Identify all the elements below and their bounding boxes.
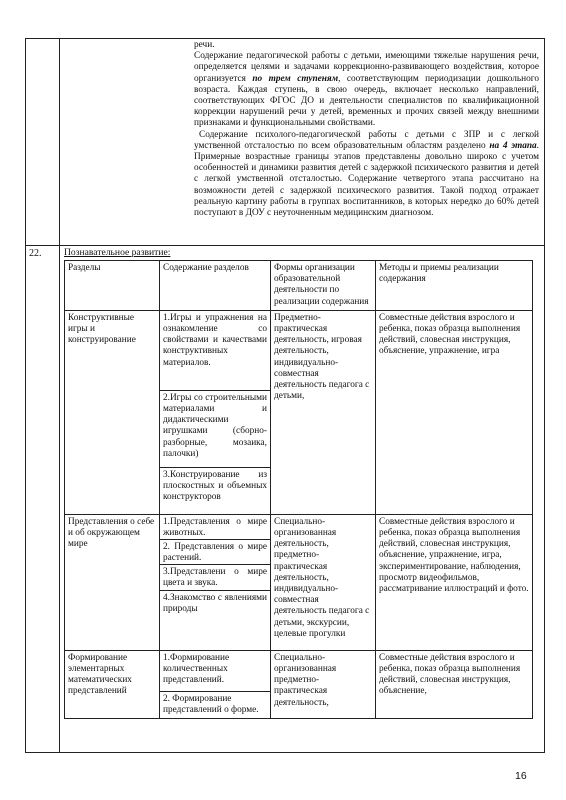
section-cell: Конструктивные игры и конструирование (65, 310, 160, 514)
row-number: 22. (26, 246, 60, 753)
inner-table (64, 260, 533, 719)
paragraph-speech-therapy: Содержание педагогической работы с детьми, имеющими тяжелые нарушения речи, определяется целями и задачами коррекционно-развивающего воздействия, которое организуется по трем ступеням, соответствующим периодизации дошкольного возраста. Каждая ступень, в свою очередь, включает несколько направлений, соответствующих ФГОС ДО и деятельности специалистов по квалификационной коррекции нарушений речи у детей, временных и прочих связей между внешними признаками и функциональными свойствами. (194, 51, 539, 129)
section-title: Познавательное развитие: (64, 247, 171, 258)
paragraph-zpr: Содержание психолого-педагогической работы с детьми с ЗПР и с легкой умственной отсталостью по всем образовательным областям разделено на 4 этапа. Примерные возрастные границы этапов представлены довольно широко с учетом особенностей и динамики развития детей с задержкой психического развития и детей с легкой умственной отсталостью. Содержание четвертого этапа рассчитано на возможности детей с задержкой психического развития. Такой подход отражает реальную картину работы в группах воспитанников, в которых нередко до 60% детей поступают в ДОУ с неуточненным медицинским диагнозом. (194, 129, 539, 219)
content-item: 1.Формирование количественных представлений. (160, 651, 270, 692)
content-item: 2. Формирование представлений о форме. (163, 693, 259, 716)
header-cell: Разделы (65, 261, 160, 311)
content-item: 3.Представлени о мире цвета и звука. (160, 565, 270, 591)
content-cell (60, 246, 545, 753)
section-cell: Формирование элементарных математических представлений (65, 650, 160, 718)
content-item: 1.Игры и упражнения на ознакомление со свойствами и качествами конструктивных материалов. (160, 311, 270, 391)
table-row (26, 39, 545, 246)
header-row (65, 261, 533, 311)
content-item: 2.Игры со строительными материалами и дидактическими игрушками (сборно-разборные, мозаика, палочки) (160, 391, 270, 468)
table-row (26, 246, 545, 753)
table-row (65, 310, 533, 514)
table-row (65, 650, 533, 718)
section-cell: Представления о себе и об окружающем мире (65, 514, 160, 650)
forms-cell: Специально-организованная деятельность, предметно-практическая деятельность, индивидуально-совместная деятельность педагога с детьми, экскурсии, целевые прогулки (271, 514, 376, 650)
forms-cell: Предметно-практическая деятельность, игровая деятельность, индивидуально-совместная деятельность педагога с детьми, (271, 310, 376, 514)
paragraph-fragment: речи. (194, 40, 215, 50)
methods-cell: Совместные действия взрослого и ребенка, показ образца выполнения действий, словесная инструкция, объяснение, упражнение, игра, экспериментирование, наблюдения, просмотр видеофильмов, рассматривание иллюстраций и фото. (376, 514, 533, 650)
row-number-empty (26, 39, 60, 246)
page-number: 16 (515, 770, 527, 782)
content-item: 2. Представления о мире растений. (160, 540, 270, 565)
methods-cell: Совместные действия взрослого и ребенка, показ образца выполнения действий, словесная инструкция, объяснение, упражнение, игра (376, 310, 533, 514)
header-cell: Методы и приемы реализации содержания (376, 261, 533, 311)
contents-cell (160, 310, 271, 514)
content-item: 4.Знакомство с явлениями природы (163, 592, 267, 615)
content-cell (60, 39, 545, 246)
header-cell: Формы организации образовательной деятельности по реализации содержания (271, 261, 376, 311)
content-item: 1.Представления о мире животных. (160, 515, 270, 540)
forms-cell: Специально-организованная предметно-практическая деятельность, (271, 650, 376, 718)
methods-cell: Совместные действия взрослого и ребенка, показ образца выполнения действий, словесная инструкция, объяснение, (376, 650, 533, 718)
contents-cell (160, 650, 271, 718)
contents-cell (160, 514, 271, 650)
header-cell: Содержание разделов (160, 261, 271, 311)
document-table (25, 38, 545, 753)
content-item: 3.Конструирование из плоскостных и объемных конструкторов (163, 469, 267, 503)
table-row (65, 514, 533, 650)
